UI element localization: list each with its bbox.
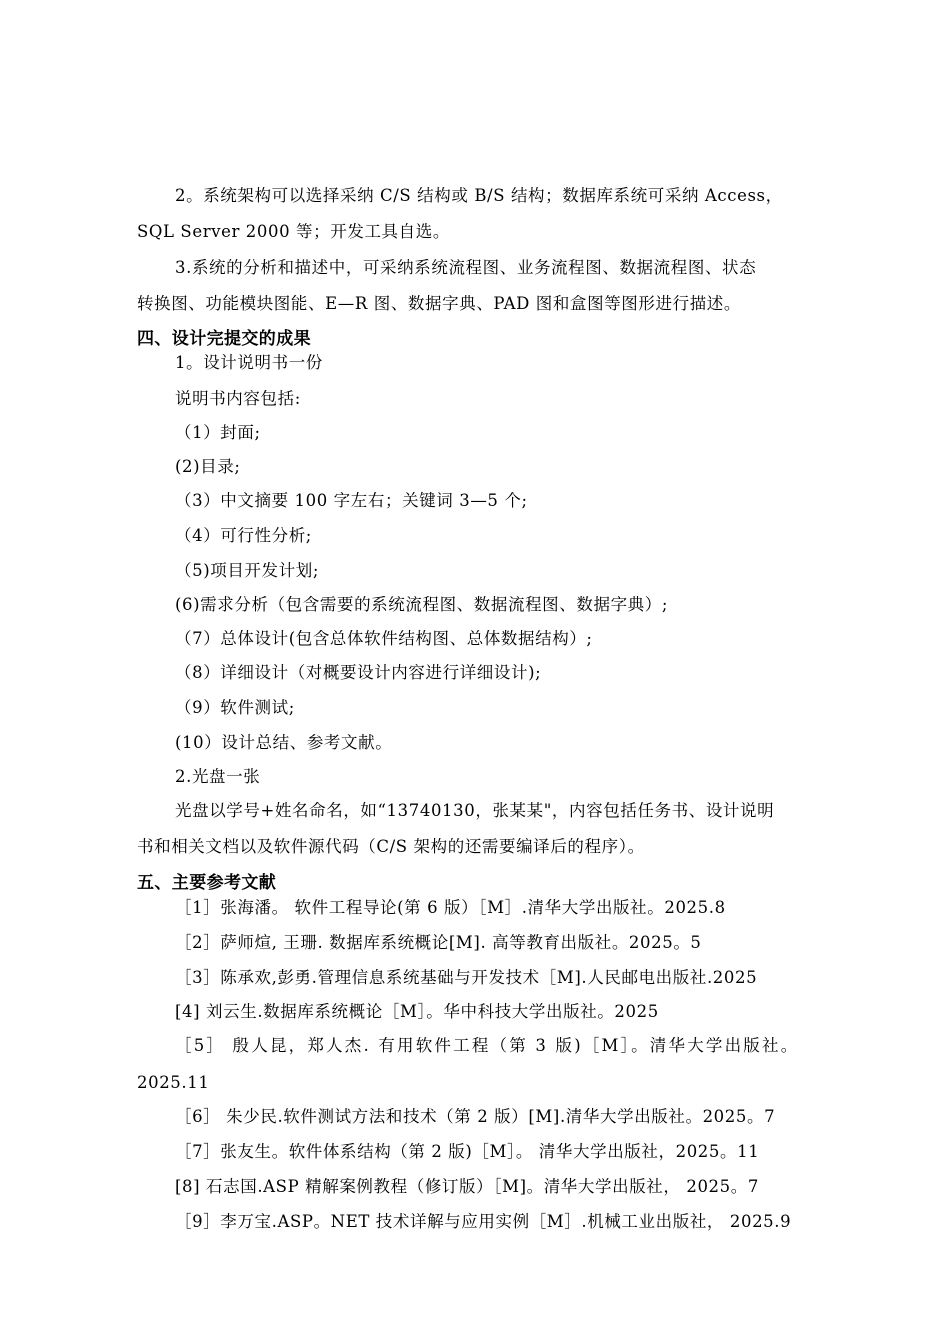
contents-item: （8）详细设计（对概要设计内容进行详细设计); <box>175 663 542 682</box>
section4-heading: 四、设计完提交的成果 <box>137 329 311 349</box>
reference-item: ［6］ 朱少民.软件测试方法和技术（第 2 版）[M].清华大学出版社。2025。7 <box>175 1107 776 1126</box>
contents-item: (2)目录; <box>175 457 241 476</box>
reference-item: ［9］李万宝.ASP。NET 技术详解与应用实例［M］.机械工业出版社， 2025.9 <box>175 1212 792 1231</box>
disc-line2: 书和相关文档以及软件源代码（C/S 架构的还需要编译后的程序）。 <box>137 837 645 856</box>
reference-item: ［3］陈承欢,彭勇.管理信息系统基础与开发技术［M].人民邮电出版社.2025 <box>175 968 758 987</box>
item2-line1: 2。系统架构可以选择采纳 C/S 结构或 B/S 结构；数据库系统可采纳 Access， <box>175 186 783 205</box>
contents-item: （9）软件测试; <box>175 698 295 717</box>
item3-line1: 3.系统的分析和描述中，可采纳系统流程图、业务流程图、数据流程图、状态 <box>175 258 757 277</box>
section5-heading: 五、主要参考文献 <box>137 873 277 893</box>
reference-item: ［2］萨师煊, 王珊. 数据库系统概论[M]. 高等教育出版社。2025。5 <box>175 933 702 952</box>
reference-item-continuation: 2025.11 <box>137 1073 210 1092</box>
contents-item: (6)需求分析（包含需要的系统流程图、数据流程图、数据字典）; <box>175 595 669 614</box>
disc-line1: 光盘以学号+姓名命名，如“13740130，张某某"，内容包括任务书、设计说明 <box>175 801 775 820</box>
reference-item: [4] 刘云生.数据库系统概论［M］。华中科技大学出版社。2025 <box>175 1002 659 1021</box>
section4-item2: 2.光盘一张 <box>175 767 261 786</box>
section4-item1: 1。设计说明书一份 <box>175 353 323 372</box>
contents-item: （5)项目开发计划; <box>175 561 319 580</box>
reference-item: ［1］张海潘。 软件工程导论(第 6 版）［M］.清华大学出版社。2025.8 <box>175 898 726 917</box>
reference-item: ［5］ 殷人昆，郑人杰. 有用软件工程（第 3 版)［M］。清华大学出版社。 <box>175 1036 800 1055</box>
contents-item: （7）总体设计(包含总体软件结构图、总体数据结构）; <box>175 629 593 648</box>
contents-item: （4）可行性分析; <box>175 526 312 545</box>
reference-item: [8] 石志国.ASP 精解案例教程（修订版）［M]。清华大学出版社， 2025。7 <box>175 1177 759 1196</box>
contents-item: （3）中文摘要 100 字左右；关键词 3—5 个; <box>175 491 528 510</box>
contents-intro: 说明书内容包括: <box>175 389 301 408</box>
item2-line2: SQL Server 2000 等；开发工具自选。 <box>137 222 450 241</box>
item3-line2: 转换图、功能模块图能、E—R 图、数据字典、PAD 图和盒图等图形进行描述。 <box>137 294 741 313</box>
reference-item: ［7］张友生。软件体系结构（第 2 版)［M］。 清华大学出版社，2025。11 <box>175 1142 760 1161</box>
contents-item: （1）封面; <box>175 423 261 442</box>
contents-item: (10）设计总结、参考文献。 <box>175 733 393 752</box>
